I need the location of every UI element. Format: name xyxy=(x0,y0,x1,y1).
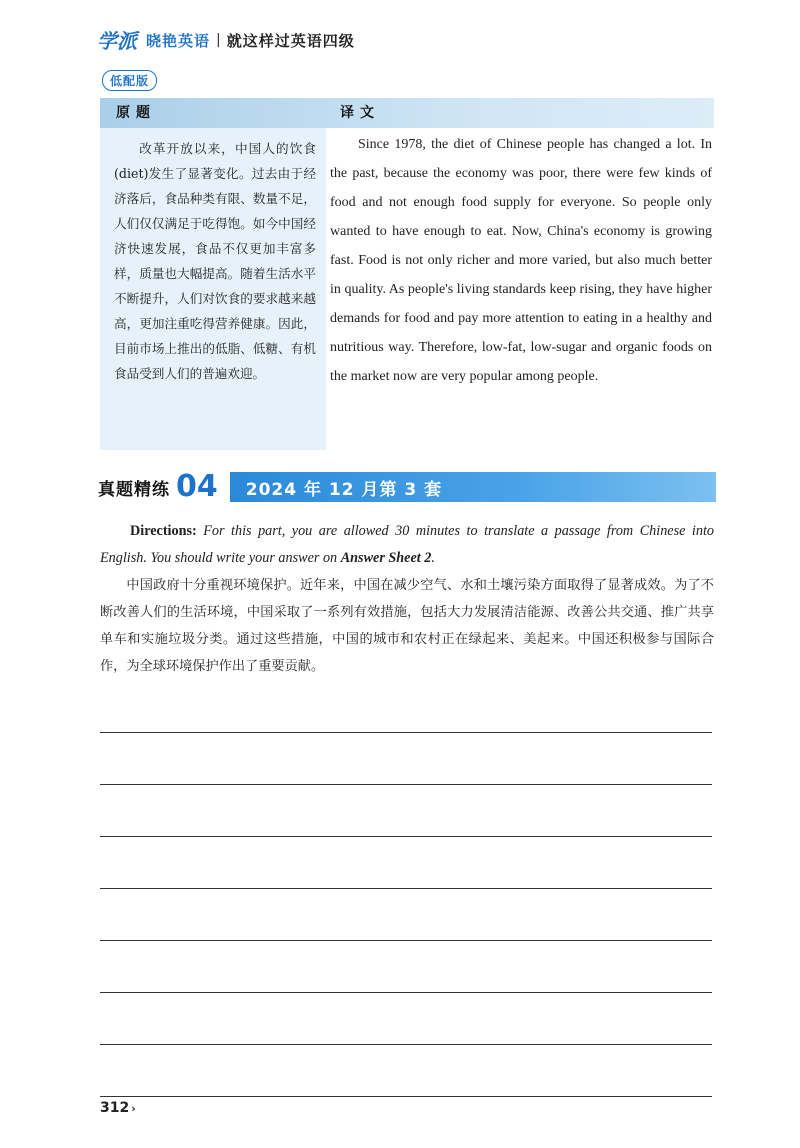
answer-line[interactable] xyxy=(100,888,712,889)
page-number-text: 312 xyxy=(100,1100,130,1116)
section-title-bar xyxy=(230,472,716,502)
passage-text: 中国政府十分重视环境保护。近年来，中国在减少空气、水和土壤污染方面取得了显著成效。为了不断改善人们的生活环境，中国采取了一系列有效措施，包括大力发展清洁能源、改善公共交通、推广共享单车和实施垃圾分类。通过这些措施，中国的城市和农村正在绿起来、美起来。中国还积极参与国际合作，为全球环境保护作出了重要贡献。 xyxy=(100,578,714,674)
original-text: 改革开放以来，中国人的饮食(diet)发生了显著变化。过去由于经济落后，食品种类有限、数量不足，人们仅仅满足于吃得饱。如今中国经济快速发展，食品不仅更加丰富多样，质量也大幅提高。随着生活水平不断提升，人们对饮食的要求越来越高，更加注重吃得营养健康。因此，目前市场上推出的低脂、低糖、有机食品受到人们的普遍欢迎。 xyxy=(114,141,316,381)
original-column xyxy=(100,128,326,450)
translation-header: 译文 xyxy=(340,105,380,121)
answer-line[interactable] xyxy=(100,940,712,941)
chevron-right-icon: › xyxy=(131,1102,136,1115)
answer-sheet-ref: Answer Sheet 2 xyxy=(340,550,432,566)
original-header: 原题 xyxy=(116,105,156,121)
translation-column xyxy=(330,130,712,391)
edition-badge: 低配版 xyxy=(102,70,157,91)
section-label: 真题精练 xyxy=(98,479,170,500)
section-heading xyxy=(98,470,716,504)
answer-line[interactable] xyxy=(100,784,712,785)
translation-text: Since 1978, the diet of Chinese people has changed a lot. In the past, because the economy was poor, there were few kinds of food and not enough food supply for everyone. So people only wanted to have enough to eat. Now, China's economy is growing fast. Food is not only richer and more varied, but also much better in quality. As people's living standards keep rising, they have higher demands for food and pay more attention to eating in a healthy and nutritious way. Therefore, low-fat, low-sugar and organic foods on the market now are very popular among people. xyxy=(330,137,712,384)
book-title: 就这样过英语四级 xyxy=(226,31,355,50)
page-number xyxy=(100,1100,136,1116)
answer-lines xyxy=(100,718,712,1148)
chinese-passage xyxy=(100,572,714,680)
header-separator: | xyxy=(216,32,221,48)
directions xyxy=(100,518,714,572)
brand-logo xyxy=(96,26,140,54)
section-title: 2024 年 12 月第 3 套 xyxy=(245,479,443,500)
answer-line[interactable] xyxy=(100,732,712,733)
answer-line[interactable] xyxy=(100,1044,712,1045)
section-number: 04 xyxy=(176,469,218,504)
directions-end: . xyxy=(431,550,435,566)
directions-text: For this part, you are allowed 30 minutes to translate a passage from Chinese into English. You should write your answer on xyxy=(100,523,714,566)
answer-line[interactable] xyxy=(100,992,712,993)
answer-line[interactable] xyxy=(100,836,712,837)
brand-name: 晓艳英语 xyxy=(146,31,211,50)
directions-label: Directions: xyxy=(130,523,197,539)
svg-text:学派: 学派 xyxy=(97,29,137,53)
page-header xyxy=(96,20,355,60)
answer-line[interactable] xyxy=(100,1096,712,1097)
table-header xyxy=(100,98,714,128)
